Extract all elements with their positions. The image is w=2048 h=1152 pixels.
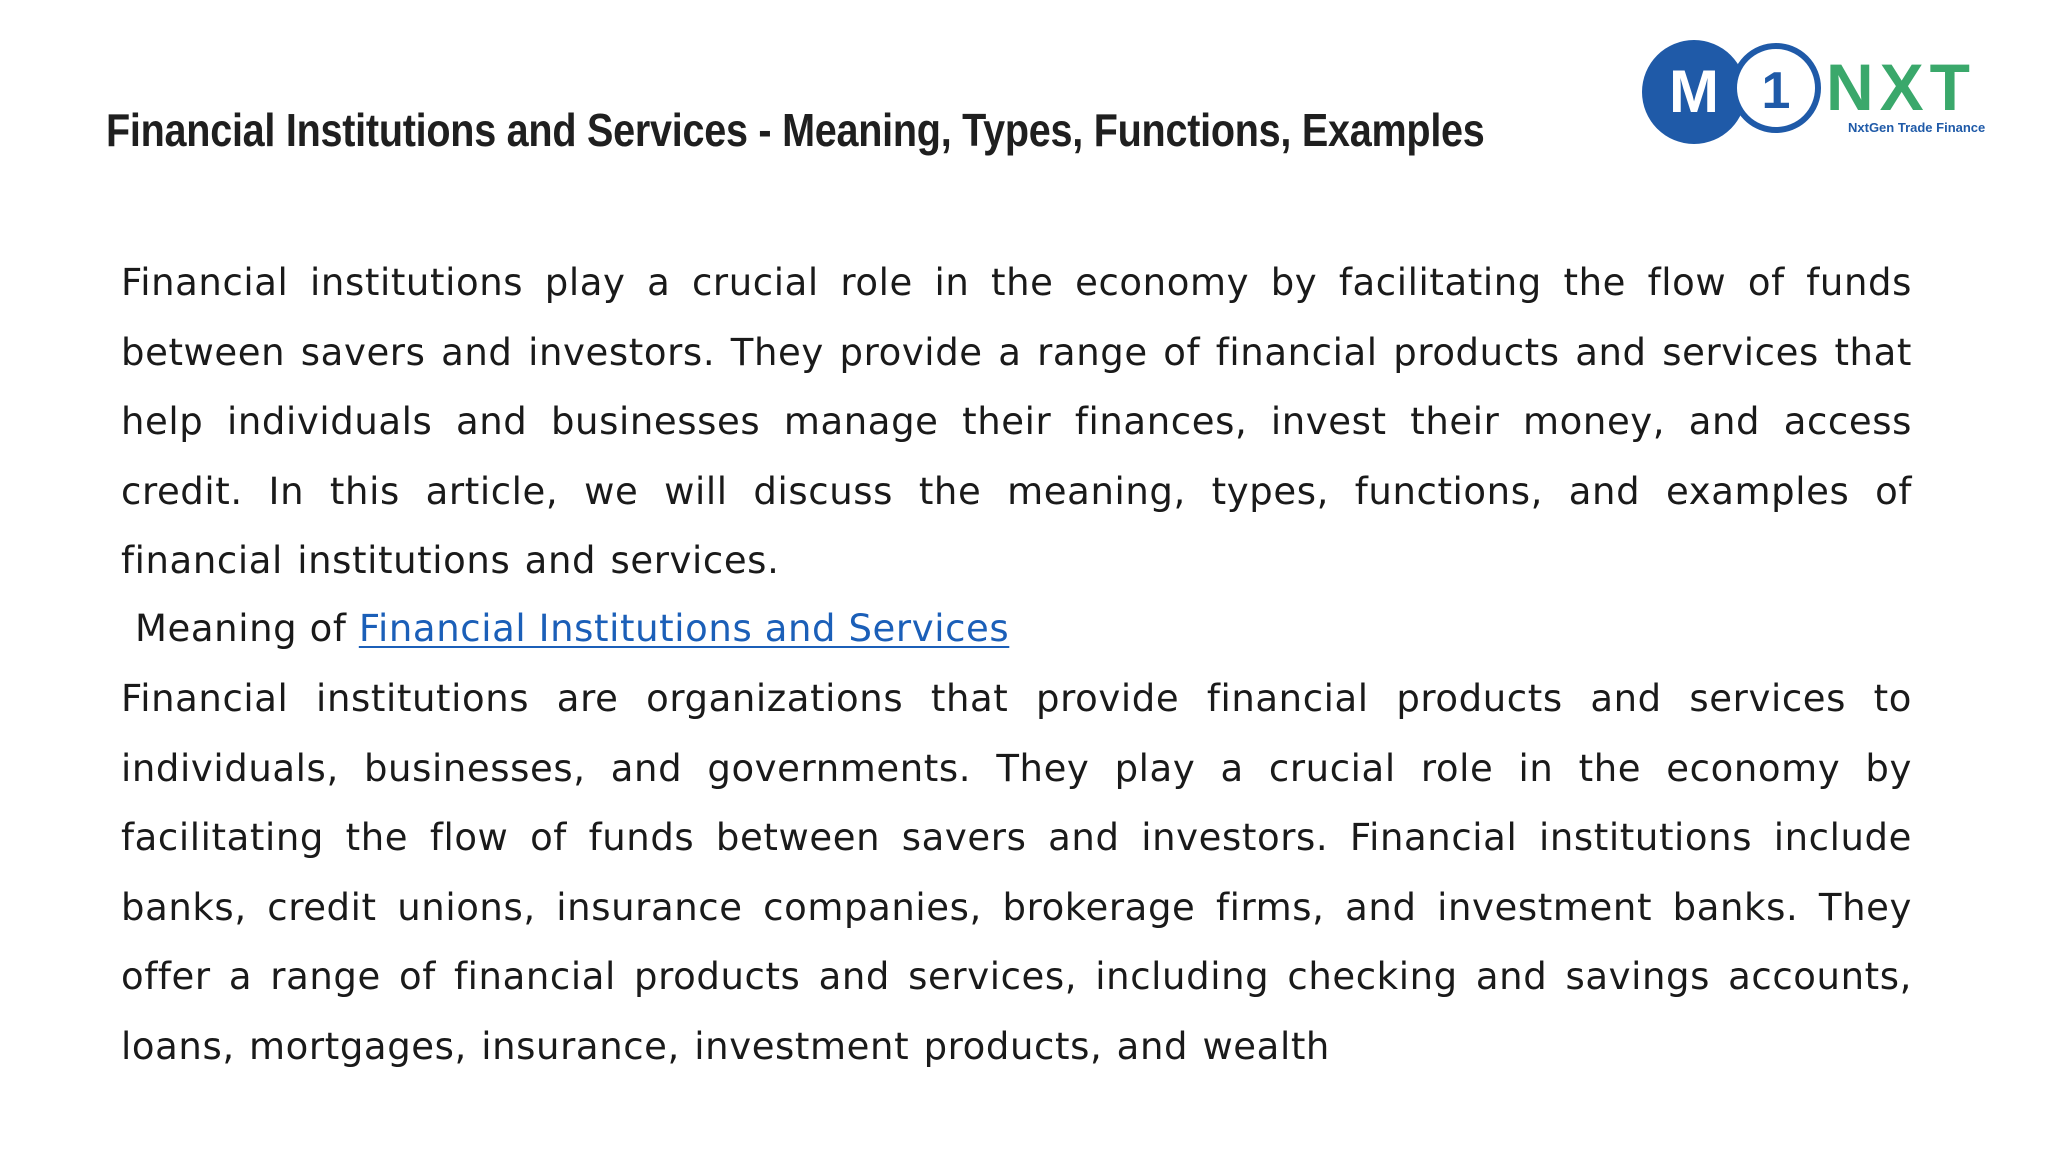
page-title: Financial Institutions and Services - Meaning, Types, Functions, Examples [106, 104, 1485, 156]
intro-paragraph: Financial institutions play a crucial role in the economy by facilitating the flow of funds between savers and investors. They provide a range of financial products and services that help individuals and businesses manage their finances, invest their money, and access credit. In this article, we will discuss the meaning, types, functions, and examples of financial institutions and services. [121, 261, 1912, 582]
logo-m-letter: M [1669, 58, 1719, 125]
logo-1-numeral: 1 [1761, 62, 1791, 120]
meaning-prefix: Meaning of [135, 607, 359, 650]
financial-institutions-link[interactable]: Financial Institutions and Services [358, 607, 1010, 650]
meaning-paragraph: Financial institutions are organizations that provide financial products and services to individuals, businesses, and governments. They play a crucial role in the economy by facilitating the flow of funds between savers and investors. Financial institutions include banks, credit unions, insurance companies, brokerage firms, and investment banks. They offer a range of financial products and services, including checking and savings accounts, loans, mortgages, insurance, investment products, and wealth [121, 677, 1912, 1068]
logo-wordmark: NXT [1826, 50, 1976, 124]
m1nxt-logo [1636, 34, 2016, 150]
logo-tagline: NxtGen Trade Finance [1848, 120, 1986, 135]
meaning-heading [135, 594, 1009, 664]
